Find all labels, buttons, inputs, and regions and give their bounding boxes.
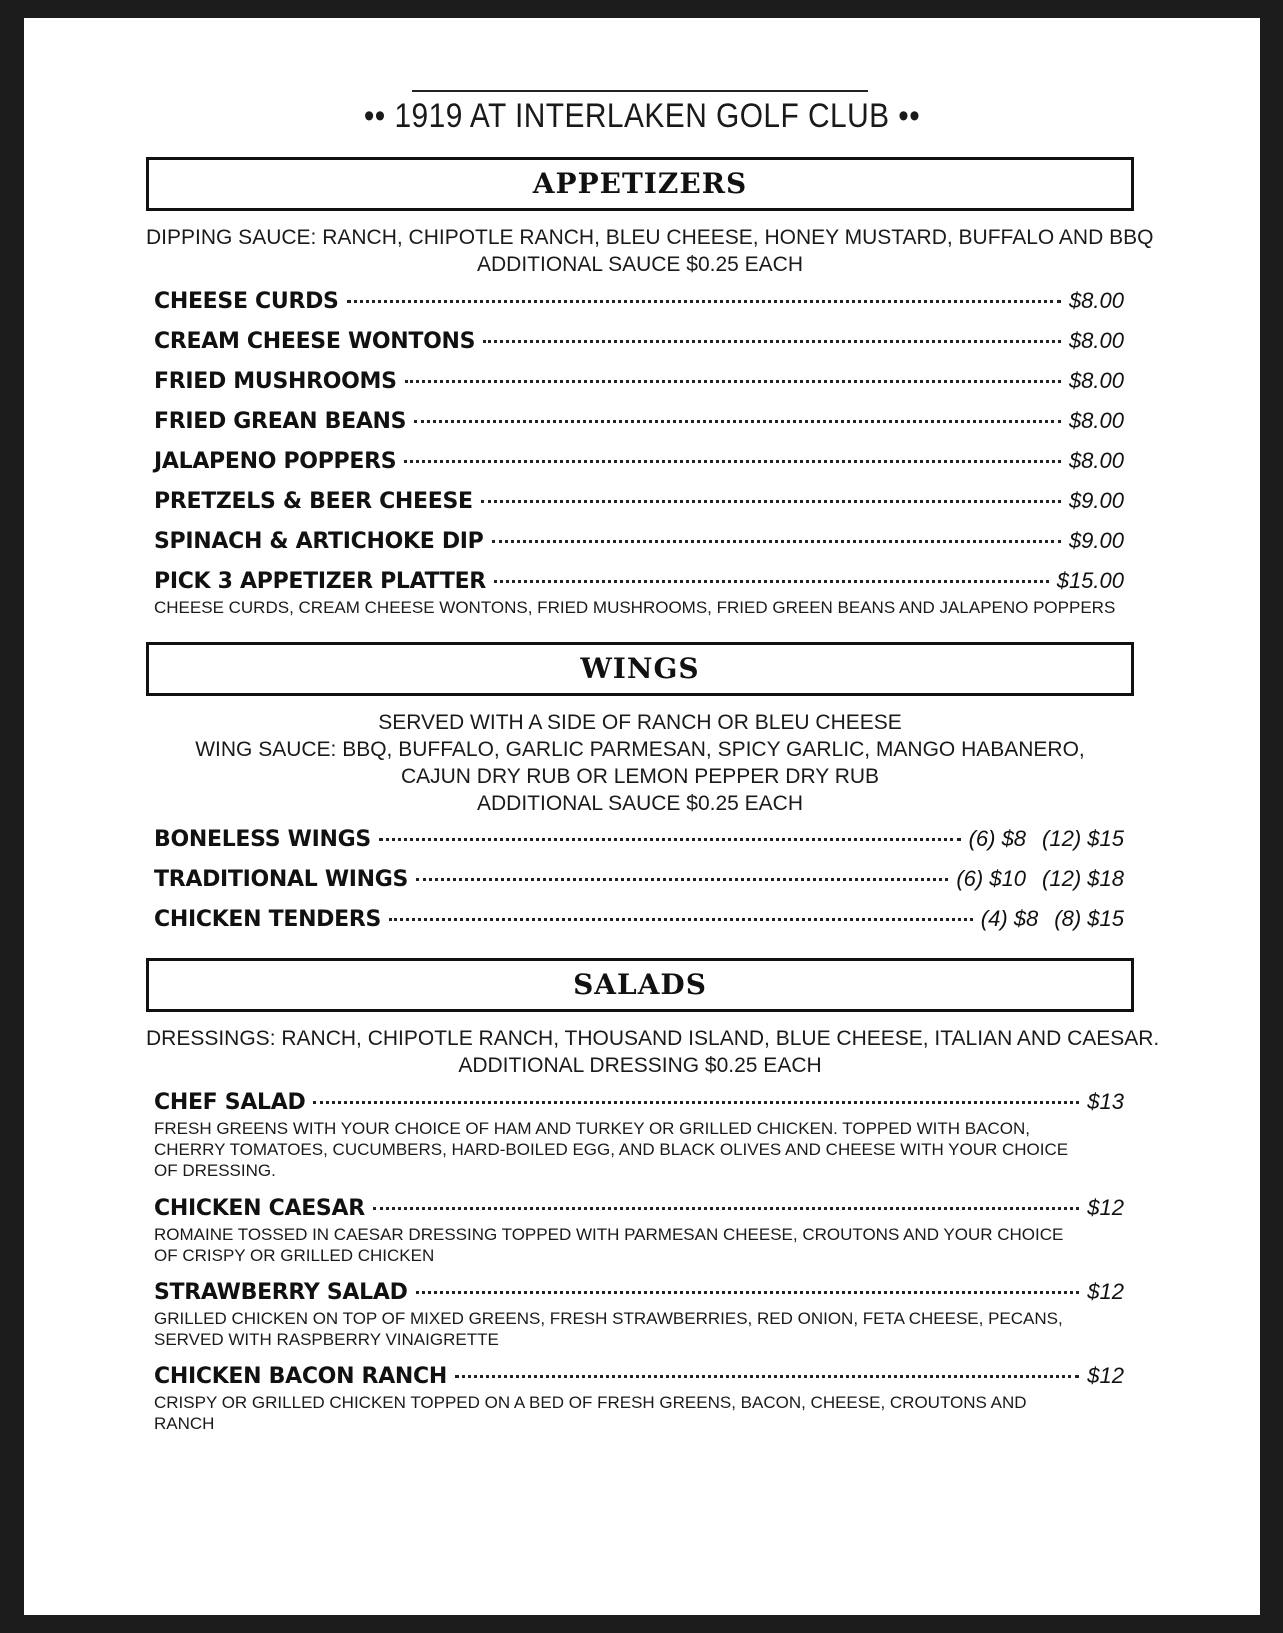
menu-item	[154, 328, 1124, 360]
item-price: $9.00	[1068, 488, 1124, 513]
dot-leader	[483, 340, 1061, 343]
dot-leader	[416, 1291, 1080, 1294]
wing-sauce-note-cont: CAJUN DRY RUB OR LEMON PEPPER DRY RUB	[400, 765, 880, 788]
item-price: $8.00	[1068, 288, 1124, 313]
menu-item	[154, 1279, 1124, 1311]
item-price: $8.00	[1068, 448, 1124, 473]
item-name: CHEF SALAD	[154, 1090, 306, 1115]
menu-item	[154, 408, 1124, 440]
dot-leader	[481, 500, 1061, 503]
item-price: $8.00	[1068, 328, 1124, 353]
menu-item	[154, 448, 1124, 480]
item-name: JALAPENO POPPERS	[154, 449, 397, 474]
dipping-sauce-note: DIPPING SAUCE: RANCH, CHIPOTLE RANCH, BLEU CHEESE, HONEY MUSTARD, BUFFALO AND BBQ	[146, 226, 1154, 249]
additional-sauce-note: ADDITIONAL SAUCE $0.25 EACH	[477, 792, 803, 815]
item-description: CRISPY OR GRILLED CHICKEN TOPPED ON A BED OF FRESH GREENS, BACON, CHEESE, CROUTONS AND RANCH	[154, 1393, 1027, 1433]
wings-side-note: SERVED WITH A SIDE OF RANCH OR BLEU CHEESE	[378, 711, 902, 734]
section-header-wings	[146, 642, 1134, 696]
salads-notes	[146, 1025, 1160, 1079]
item-price: $8.00	[1068, 408, 1124, 433]
additional-sauce-note: ADDITIONAL SAUCE $0.25 EACH	[477, 253, 803, 276]
price-small: (4) $8	[980, 906, 1039, 931]
item-name: SPINACH & ARTICHOKE DIP	[154, 529, 484, 554]
price-small: (6) $10	[956, 866, 1027, 891]
dot-leader	[455, 1375, 1079, 1378]
menu-item	[154, 866, 1124, 898]
menu-item	[154, 568, 1124, 600]
additional-dressing-note: ADDITIONAL DRESSING $0.25 EACH	[458, 1054, 822, 1077]
item-price: $12	[1087, 1363, 1124, 1388]
item-price: $13	[1087, 1089, 1124, 1114]
restaurant-title: •• 1919 AT INTERLAKEN GOLF CLUB ••	[363, 97, 921, 135]
appetizers-notes	[146, 224, 1154, 278]
header-rule	[412, 90, 868, 92]
menu-item	[154, 906, 1124, 938]
menu-item	[154, 1195, 1124, 1227]
menu-item	[154, 1363, 1124, 1395]
item-name: FRIED GREAN BEANS	[154, 409, 407, 434]
item-description: GRILLED CHICKEN ON TOP OF MIXED GREENS, FRESH STRAWBERRIES, RED ONION, FETA CHEESE, PECANS, SERVED WITH RASPBERRY VINAIGRETTE	[154, 1309, 1063, 1349]
item-description: FRESH GREENS WITH YOUR CHOICE OF HAM AND TURKEY OR GRILLED CHICKEN. TOPPED WITH BACON, CHERRY TOMATOES, CUCUMBERS, HARD-BOILED EGG, AND BLACK OLIVES AND CHEESE WITH YOUR CHOICE OF DRESSING.	[154, 1119, 1069, 1180]
price-large: (12) $18	[1042, 866, 1124, 891]
dot-leader	[405, 380, 1061, 383]
item-price: $12	[1087, 1279, 1124, 1304]
item-name: STRAWBERRY SALAD	[154, 1280, 408, 1305]
section-header-salads	[146, 958, 1134, 1012]
menu-page	[24, 18, 1260, 1615]
dot-leader	[494, 580, 1049, 583]
dot-leader	[347, 300, 1061, 303]
item-name: CHICKEN BACON RANCH	[154, 1364, 447, 1389]
menu-item	[154, 488, 1124, 520]
item-price: $9.00	[1068, 528, 1124, 553]
item-price	[981, 906, 1124, 932]
item-price: $8.00	[1068, 368, 1124, 393]
item-name: CREAM CHEESE WONTONS	[154, 329, 476, 354]
dot-leader	[373, 1207, 1079, 1210]
dot-leader	[404, 460, 1061, 463]
section-title-salads: SALADS	[573, 968, 707, 1001]
section-title-appetizers: APPETIZERS	[532, 167, 748, 200]
item-description: CHEESE CURDS, CREAM CHEESE WONTONS, FRIED MUSHROOMS, FRIED GREEN BEANS AND JALAPENO POPPERS	[154, 598, 1116, 617]
item-price	[956, 866, 1124, 892]
dot-leader	[389, 918, 973, 921]
price-small: (6) $8	[968, 826, 1027, 851]
item-name: BONELESS WINGS	[154, 827, 371, 852]
menu-item	[154, 288, 1124, 320]
item-name: TRADITIONAL WINGS	[154, 867, 409, 892]
dot-leader	[379, 838, 961, 841]
section-header-appetizers	[146, 157, 1134, 211]
item-name: CHICKEN TENDERS	[154, 907, 382, 932]
item-description: ROMAINE TOSSED IN CAESAR DRESSING TOPPED WITH PARMESAN CHEESE, CROUTONS AND YOUR CHOICE OF CRISPY OR GRILLED CHICKEN	[154, 1225, 1064, 1265]
dot-leader	[492, 540, 1061, 543]
section-title-wings: WINGS	[580, 652, 700, 685]
dot-leader	[416, 878, 948, 881]
item-name: PRETZELS & BEER CHEESE	[154, 489, 473, 514]
dot-leader	[414, 420, 1061, 423]
item-price	[969, 826, 1124, 852]
dressings-note: DRESSINGS: RANCH, CHIPOTLE RANCH, THOUSAND ISLAND, BLUE CHEESE, ITALIAN AND CAESAR.	[146, 1027, 1160, 1050]
item-name: PICK 3 APPETIZER PLATTER	[154, 569, 486, 594]
item-name: CHICKEN CAESAR	[154, 1196, 365, 1221]
item-price: $12	[1087, 1195, 1124, 1220]
menu-item	[154, 826, 1124, 858]
item-price: $15.00	[1056, 568, 1124, 593]
dot-leader	[313, 1101, 1079, 1104]
menu-item	[154, 528, 1124, 560]
menu-item	[154, 368, 1124, 400]
wing-sauce-note: WING SAUCE: BBQ, BUFFALO, GARLIC PARMESAN, SPICY GARLIC, MANGO HABANERO,	[195, 738, 1085, 761]
price-large: (12) $15	[1042, 826, 1124, 851]
wings-notes	[146, 709, 1134, 817]
price-large: (8) $15	[1054, 906, 1124, 931]
menu-item	[154, 1089, 1124, 1121]
item-name: FRIED MUSHROOMS	[154, 369, 397, 394]
item-name: CHEESE CURDS	[154, 289, 339, 314]
